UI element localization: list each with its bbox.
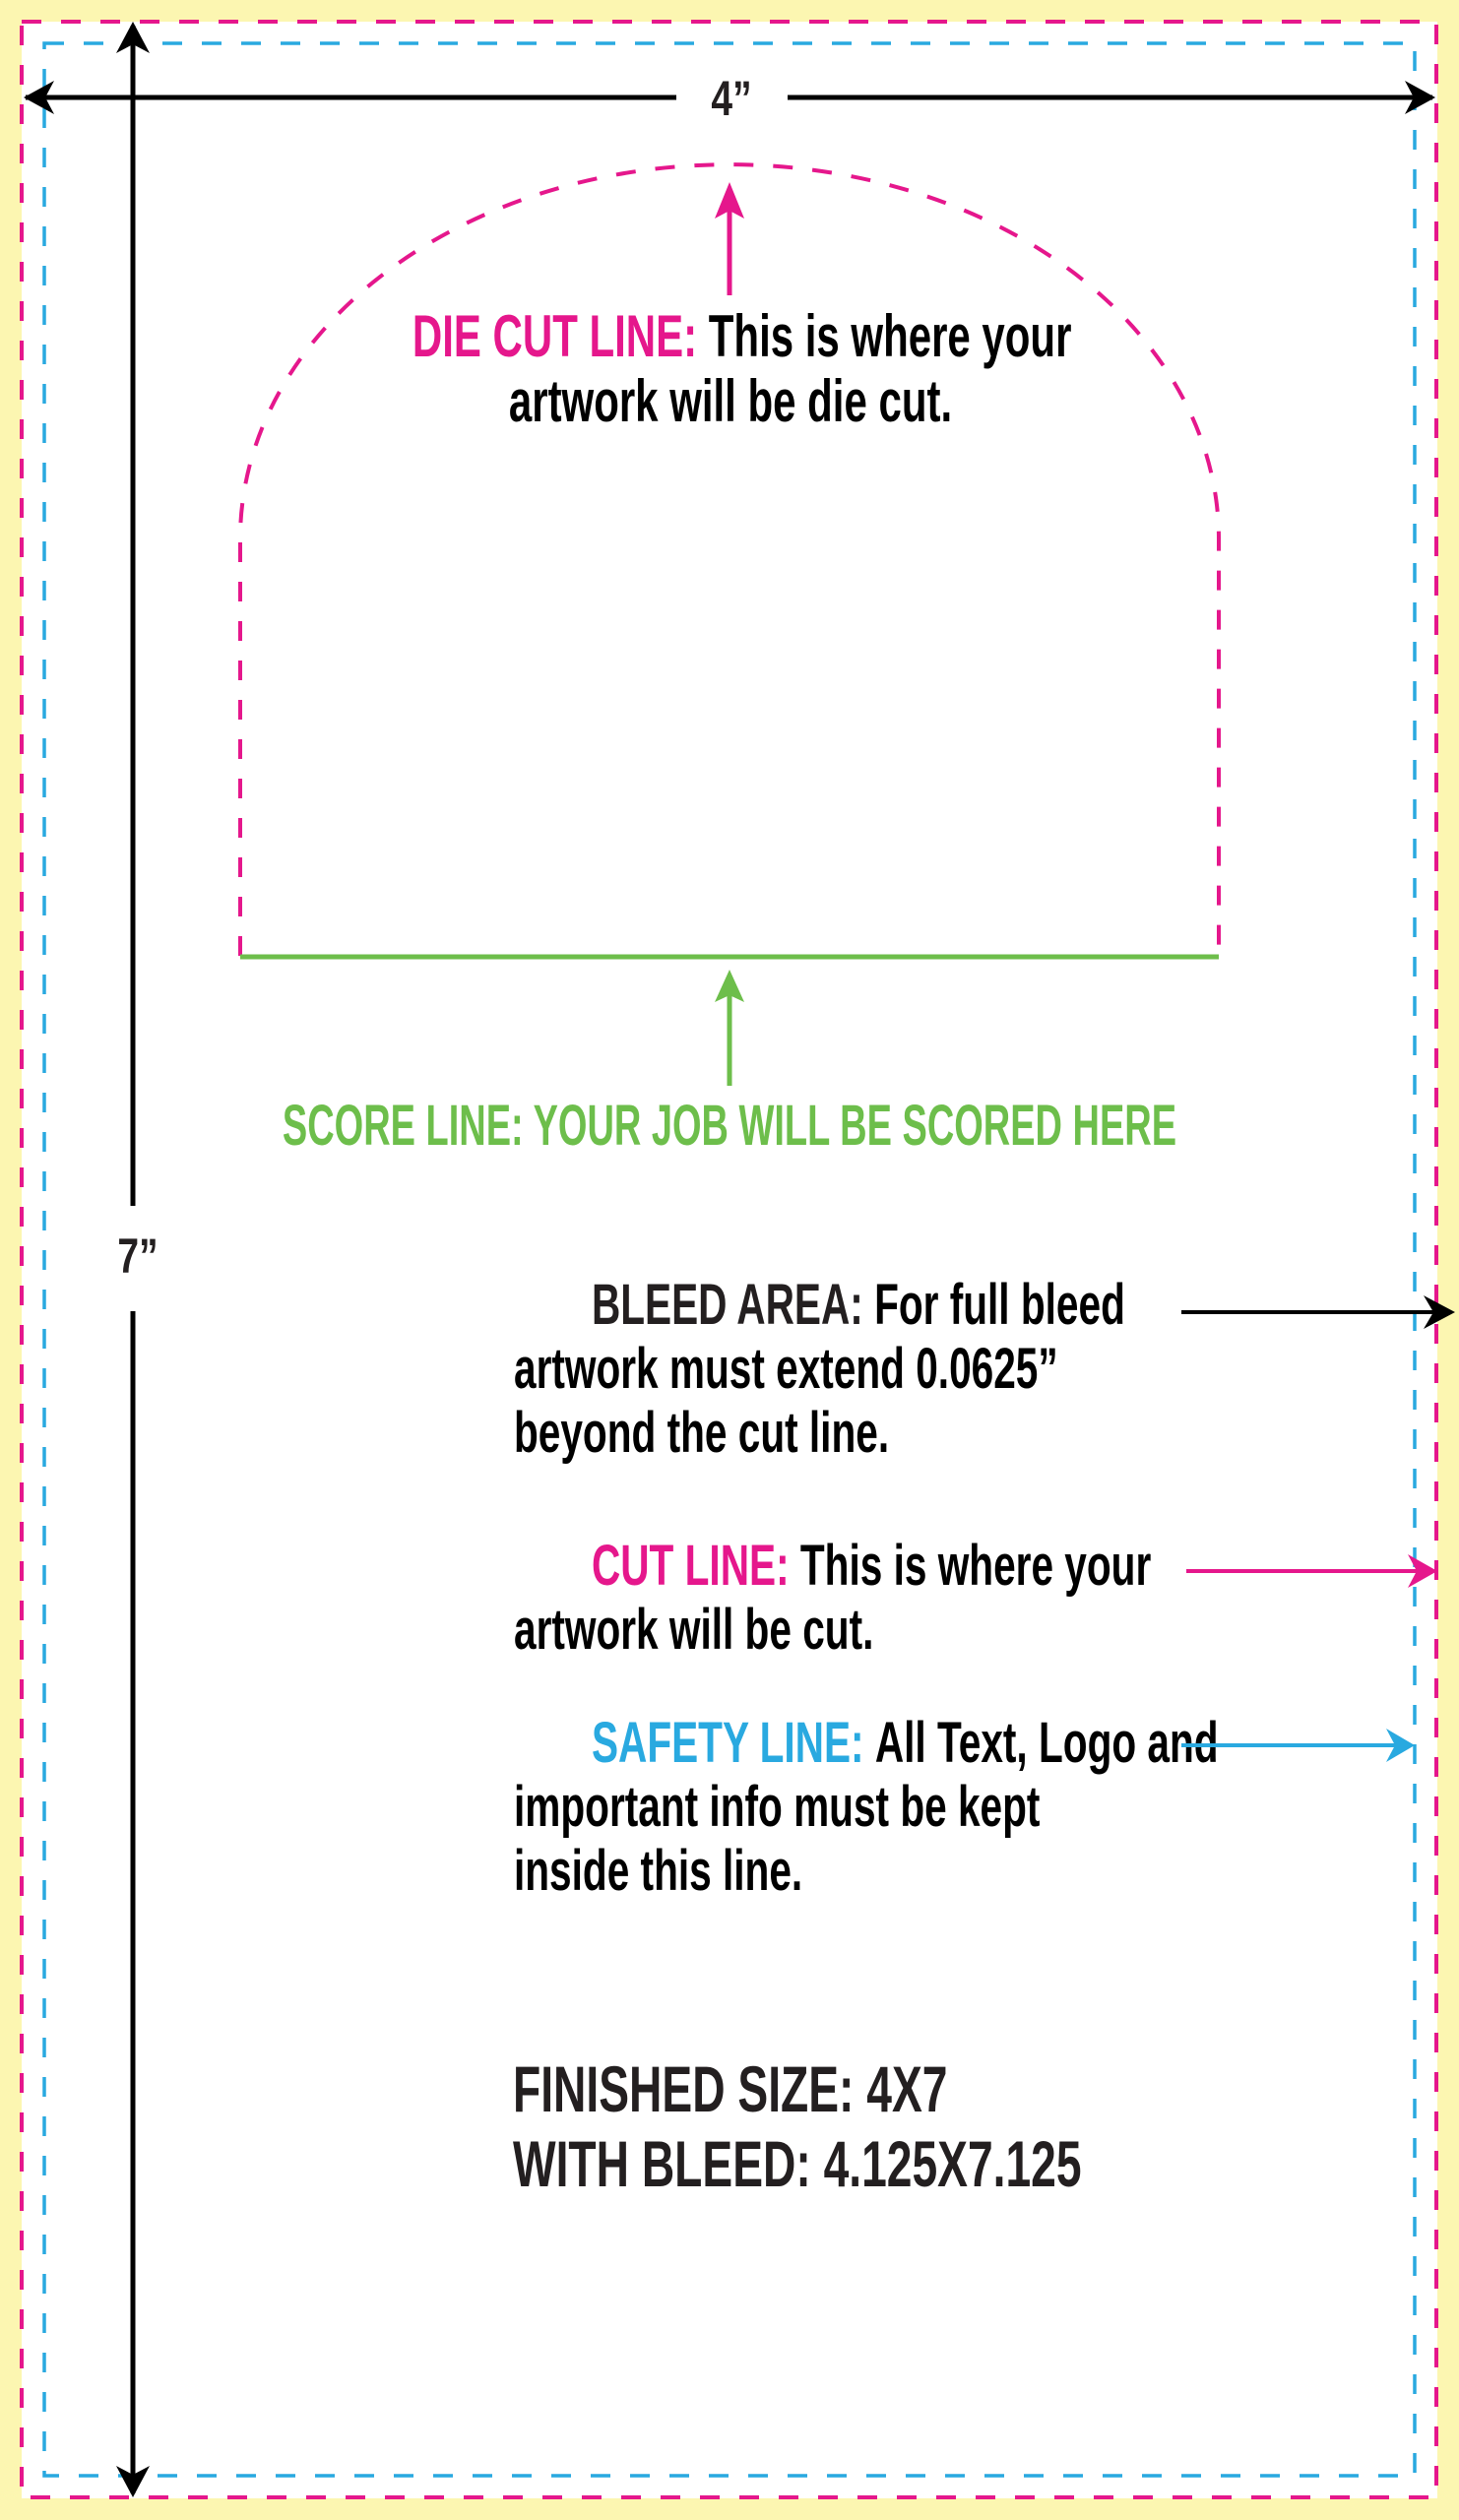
bleed-text-line3: beyond the cut line. (514, 1400, 890, 1465)
with-bleed-size: WITH BLEED: 4.125X7.125 (513, 2127, 1082, 2202)
bleed-text-line1: For full bleed (874, 1272, 1125, 1337)
cut-text-line2: artwork will be cut. (514, 1597, 874, 1662)
score-label: SCORE LINE: YOUR JOB WILL BE SCORED HERE (282, 1095, 1177, 1159)
die-cut-text-line1: This is where your (708, 302, 1072, 369)
bleed-label: BLEED AREA: (591, 1272, 863, 1337)
finished-size: FINISHED SIZE: 4X7 (513, 2052, 948, 2127)
safety-text-line3: inside this line. (514, 1838, 803, 1903)
cut-label: CUT LINE: (591, 1533, 790, 1598)
safety-text-line2: important info must be kept (514, 1774, 1041, 1839)
cut-text-line1: This is where your (799, 1533, 1152, 1598)
svg-text:SAFETY LINE: All Text, Logo an (514, 1711, 1274, 1775)
die-cut-label: DIE CUT LINE: (412, 302, 698, 369)
safety-text-line1: All Text, Logo and (874, 1710, 1219, 1775)
die-cut-text-line2: artwork will be die cut. (508, 367, 953, 434)
bleed-text-line2: artwork must extend 0.0625” (514, 1336, 1058, 1401)
svg-text:BLEED AREA: For full bleed (514, 1273, 1180, 1337)
svg-text:CUT LINE: This is where your (514, 1534, 1207, 1598)
width-label: 4” (711, 70, 752, 127)
height-label: 7” (117, 1228, 159, 1285)
safety-label: SAFETY LINE: (591, 1710, 864, 1775)
svg-text:DIE CUT LINE: This is where yo (332, 303, 1128, 369)
